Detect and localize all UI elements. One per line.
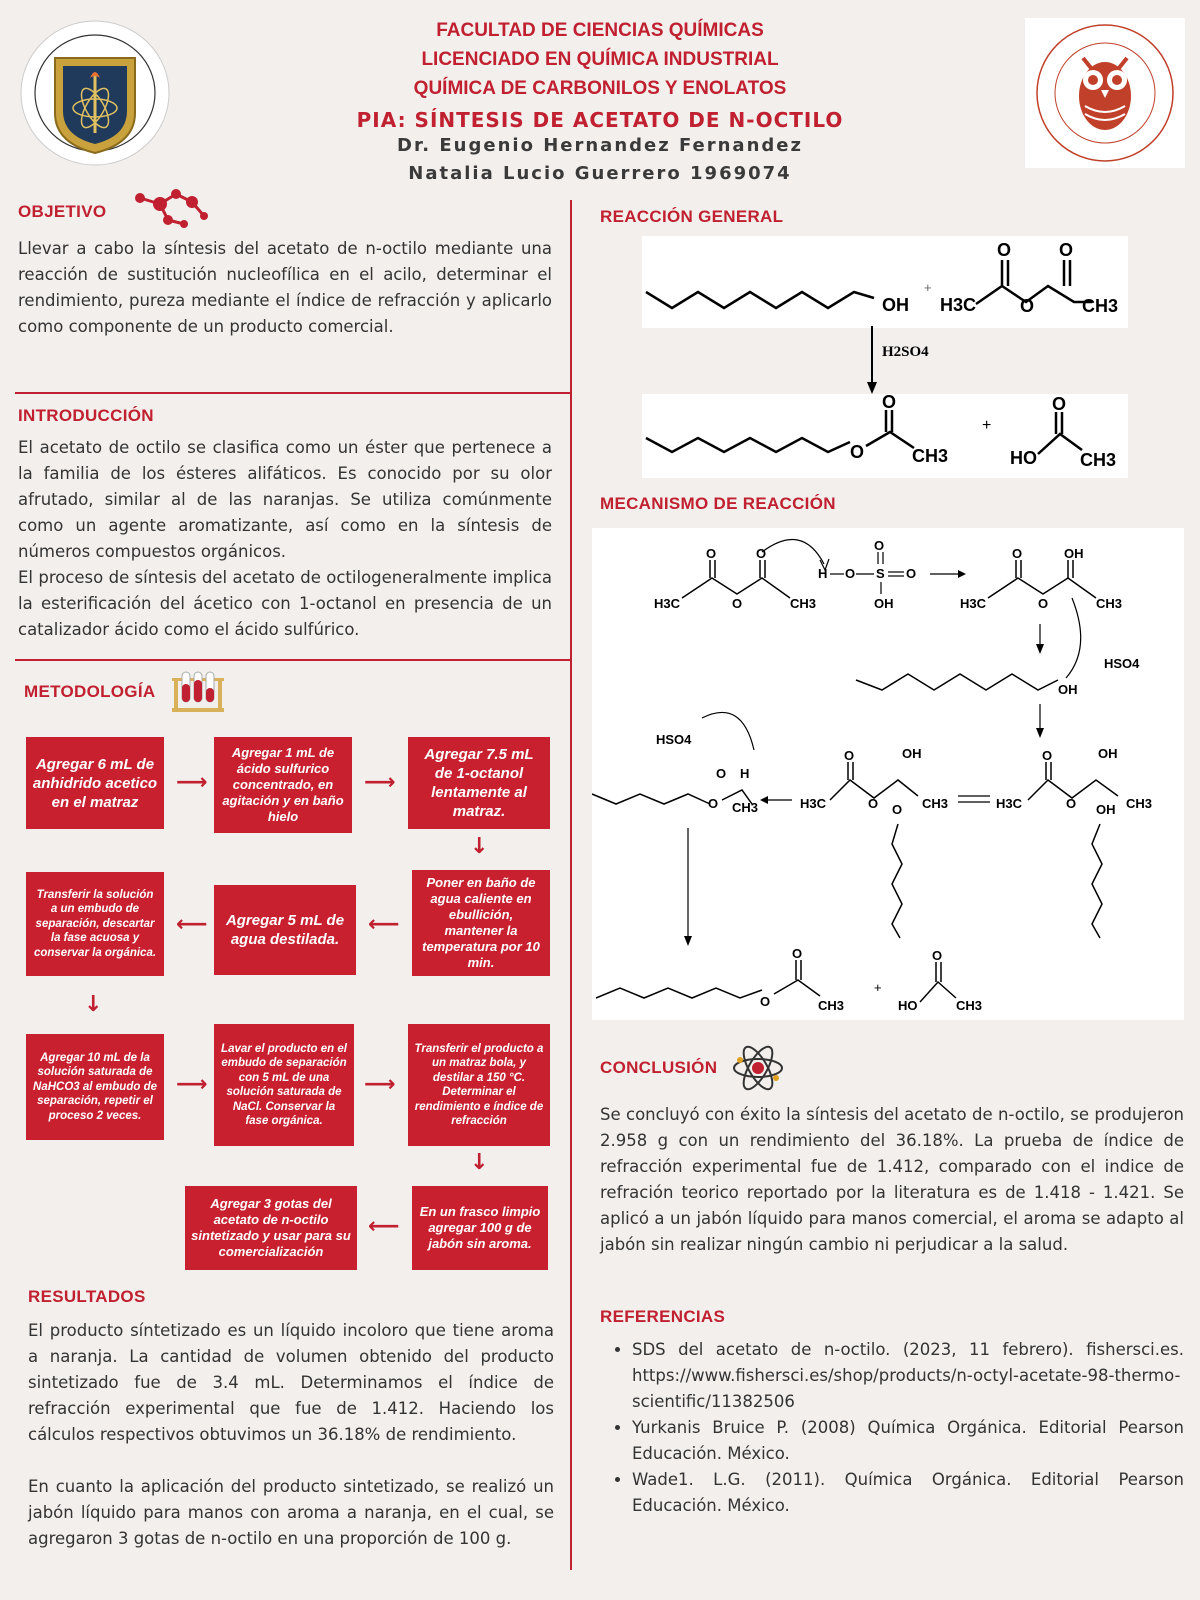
mech-o-label: O <box>932 948 943 963</box>
conclusion-text: Se concluyó con éxito la síntesis del acetato de n-octilo, se produjeron 2.958 g con un rendimiento del 36.18%. La prueba de índice de refracción experimental fue de 1.412, comparado con el indice de refración teorico reportado por la literatura es de 1.418 - 1.421. Se aplicó a un jabón líquido para manos comercial, el aroma se adapto al jabón sin realizar ningún cambio ni perjudicar a la salud. <box>600 1105 1184 1254</box>
header-program: LICENCIADO EN QUÍMICA INDUSTRIAL <box>421 49 779 70</box>
mech-oh-label: OH <box>902 746 922 761</box>
mecanismo-title: MECANISMO DE REACCIÓN <box>600 494 836 513</box>
mech-s-label: S <box>876 566 885 581</box>
mech-o-label: O <box>756 546 767 561</box>
metodologia-title: METODOLOGÍA <box>24 682 156 701</box>
step-box-4: Poner en baño de agua caliente en ebullición, mantener la temperatura por 10 min. <box>412 870 550 976</box>
mech-ch3-label: CH3 <box>1096 596 1123 611</box>
mech-o-label: O <box>906 566 917 581</box>
reaccion-title: REACCIÓN GENERAL <box>600 207 784 226</box>
octanol-oh-label: OH <box>882 295 909 315</box>
mech-o-label: O <box>792 946 803 961</box>
plus-sign: + <box>924 280 932 295</box>
conclusion-title: CONCLUSIÓN <box>600 1058 718 1077</box>
mech-oh-label: OH <box>1096 802 1116 817</box>
introduccion-title: INTRODUCCIÓN <box>18 406 154 425</box>
logo-fcq <box>1025 18 1185 168</box>
step-box-9: Transferir el producto a un matraz bola, y destilar a 150 °C. Determinar el rendimiento e índice de refracción <box>408 1024 550 1146</box>
reference-item: • Wade1. L.G. (2011). Química Orgánica. Editorial Pearson Educación. México. <box>632 1467 1184 1519</box>
resultados-title: RESULTADOS <box>28 1287 146 1306</box>
mech-o-label: O <box>1042 748 1053 763</box>
mech-h-label: H <box>818 566 828 581</box>
ch3-label: CH3 <box>912 446 949 466</box>
column-divider <box>570 200 572 1570</box>
mech-oh-label: OH <box>874 596 894 611</box>
student-name: Natalia Lucio Guerrero 1969074 <box>408 163 792 184</box>
h3c-label: H3C <box>940 295 977 315</box>
arrow-down-icon: ↓ <box>470 1150 489 1175</box>
objetivo-text: Llevar a cabo la síntesis del acetato de n-octilo mediante una reacción de sustitución nucleofílica en el acilo, determinar el rendimiento, pureza mediante el índice de refracción y aplicarlo como componente de un producto comercial. <box>18 239 552 336</box>
mech-o-label: O <box>874 538 885 553</box>
mech-ch3-label: CH3 <box>922 796 949 811</box>
reference-item: • SDS del acetato de n-octilo. (2023, 11 febrero). fishersci.es. https://www.fishersci.es/shop/products/n-octyl-acetate-98-thermo-scientific/11382506 <box>632 1337 1184 1415</box>
step-box-5: Agregar 5 mL de agua destilada. <box>214 885 356 975</box>
poster-title: PIA: SÍNTESIS DE ACETATO DE N-OCTILO <box>356 108 844 132</box>
resultados-paragraph-1: El producto síntetizado es un líquido incoloro que tiene aroma a naranja. La cantidad de volumen obtenido del producto sintetizado fue de 3.4 mL. Determinamos el índice de refracción experimental que fue de 1.412. Haciendo los cálculos respectivos obtuvimos un 36.18% de rendimiento. <box>28 1321 554 1444</box>
step-box-2: Agregar 1 mL de ácido sulfurico concentrado, en agitación y en baño hielo <box>214 737 352 833</box>
step-box-6: Transferir la solución a un embudo de separación, descartar la fase acuosa y conservar la orgánica. <box>26 872 164 976</box>
mech-o-label: O <box>892 802 903 817</box>
arrow-right-icon: ⟶ <box>364 770 396 795</box>
mech-o-label: O <box>706 546 717 561</box>
step-box-3: Agregar 7.5 mL de 1-octanol lentamente al matraz. <box>408 737 550 829</box>
carbonyl-o-label: O <box>1059 240 1074 260</box>
mech-o-label: O <box>1038 596 1049 611</box>
test-tubes-icon <box>170 668 226 720</box>
products-structure <box>642 394 1128 478</box>
mech-o-label: O <box>868 796 879 811</box>
professor-name: Dr. Eugenio Hernandez Fernandez <box>397 135 803 156</box>
mech-h-label: H <box>740 766 750 781</box>
atom-icon <box>730 1040 786 1096</box>
mech-h3c-label: H3C <box>996 796 1023 811</box>
carbonyl-o-label: O <box>1052 394 1067 414</box>
mech-ch3-label: CH3 <box>732 800 759 815</box>
introduccion-paragraph-1: El acetato de octilo se clasifica como un éster que pertenece a la familia de los ésteres alifáticos. Es conocido por su olor afrutado, similar al de las naranjas. Se utiliza comúnmente como un agente aromatizante, así como en la síntesis de números compuestos orgánicos. <box>18 438 552 561</box>
reference-item: • Yurkanis Bruice P. (2008) Química Orgánica. Editorial Pearson Educación. México. <box>632 1415 1184 1467</box>
mech-o-label: O <box>1066 796 1077 811</box>
carbonyl-o-label: O <box>882 394 897 412</box>
arrow-left-icon: ⟵ <box>368 912 400 937</box>
ester-o-label: O <box>850 442 865 462</box>
mech-o-label: O <box>716 766 727 781</box>
divider-2 <box>15 659 570 661</box>
header-faculty: FACULTAD DE CIENCIAS QUÍMICAS <box>436 20 764 41</box>
arrow-left-icon: ⟵ <box>368 1214 400 1239</box>
step-box-8: Lavar el producto en el embudo de separación con 5 mL de una solución saturada de NaCl. Conservar la fase orgánica. <box>214 1024 354 1146</box>
mech-o-label: O <box>845 566 856 581</box>
arrow-down-icon: ↓ <box>470 834 489 859</box>
mech-ho-label: HO <box>898 998 918 1013</box>
ch3-label: CH3 <box>1080 450 1117 470</box>
mech-o-label: O <box>844 748 855 763</box>
arrow-down-icon: ↓ <box>84 992 103 1017</box>
step-box-7: Agregar 10 mL de la solución saturada de NaHCO3 al embudo de separación, repetir el proceso 2 veces. <box>26 1034 164 1140</box>
step-box-10: En un frasco limpio agregar 100 g de jabón sin aroma. <box>412 1186 548 1270</box>
mech-o-label: O <box>732 596 743 611</box>
ch3-label: CH3 <box>1082 296 1119 316</box>
arrow-right-icon: ⟶ <box>176 770 208 795</box>
introduccion-paragraph-2: El proceso de síntesis del acetato de octilogeneralmente implica la esterificación del ácetico con 1-octanol en presencia de un catalizador ácido como el ácido sulfúrico. <box>18 568 552 639</box>
molecule-icon <box>132 186 210 230</box>
mech-h3c-label: H3C <box>654 596 681 611</box>
reactants-structure <box>642 236 1128 328</box>
mech-h3c-label: H3C <box>800 796 827 811</box>
carbonyl-o-label: O <box>997 240 1012 260</box>
mechanism-diagram <box>592 528 1184 1020</box>
referencias-title: REFERENCIAS <box>600 1307 726 1326</box>
plus-sign: + <box>982 417 992 434</box>
header-course: QUÍMICA DE CARBONILOS Y ENOLATOS <box>413 78 787 99</box>
mech-o-label: O <box>760 994 771 1009</box>
mech-ch3-label: CH3 <box>790 596 817 611</box>
mech-o-label: O <box>1012 546 1023 561</box>
arrow-left-icon: ⟵ <box>176 912 208 937</box>
reaction-arrow <box>858 326 958 396</box>
mech-oh-label: OH <box>1064 546 1084 561</box>
mech-oh-label: OH <box>1058 682 1078 697</box>
ho-label: HO <box>1010 448 1037 468</box>
mech-ch3-label: CH3 <box>1126 796 1153 811</box>
references-list <box>610 1337 1184 1519</box>
mech-oh-label: OH <box>1098 746 1118 761</box>
mech-h3c-label: H3C <box>960 596 987 611</box>
arrow-right-icon: ⟶ <box>176 1072 208 1097</box>
arrow-right-icon: ⟶ <box>364 1072 396 1097</box>
ester-o-label: O <box>1020 296 1035 316</box>
mech-hso4-label: HSO4 <box>1104 656 1140 671</box>
mech-o-label: O <box>708 796 719 811</box>
mech-ch3-label: CH3 <box>956 998 983 1013</box>
mech-ch3-label: CH3 <box>818 998 845 1013</box>
plus-sign: + <box>874 980 882 995</box>
divider-1 <box>15 392 570 394</box>
mech-hso4-label: HSO4 <box>656 732 692 747</box>
objetivo-title: OBJETIVO <box>18 202 107 221</box>
resultados-paragraph-2: En cuanto la aplicación del producto sintetizado, se realizó un jabón líquido para manos con aroma a naranja, en el cual, se agregaron 3 gotas de n-octilo en una proporción de 100 g. <box>28 1477 554 1548</box>
step-box-1: Agregar 6 mL de anhidrido acetico en el matraz <box>26 737 164 829</box>
catalyst-label: H2SO4 <box>882 344 929 360</box>
logo-uanl <box>18 18 173 168</box>
step-box-11: Agregar 3 gotas del acetato de n-octilo sintetizado y usar para su comercialización <box>185 1186 357 1270</box>
